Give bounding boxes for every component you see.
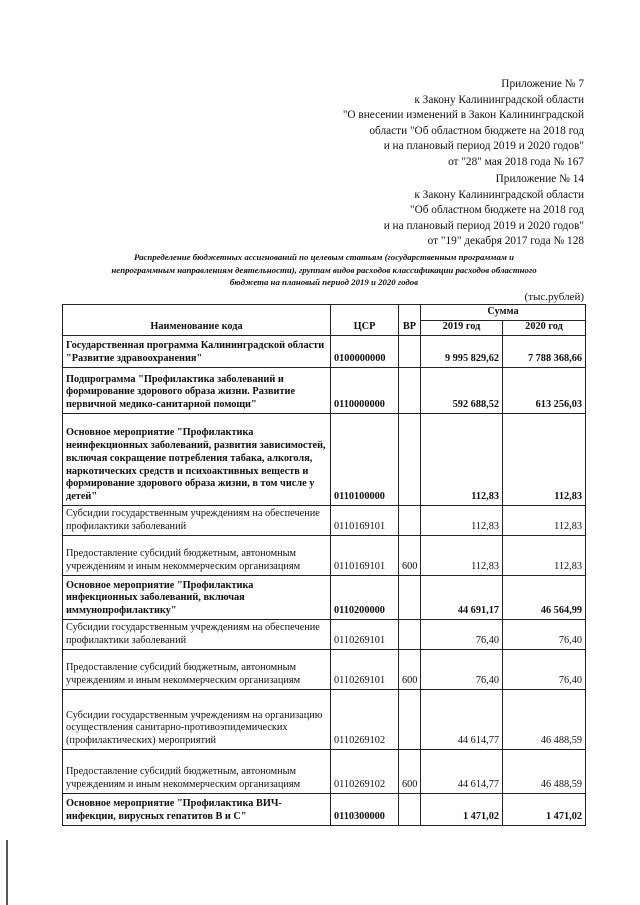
row-vr: 600 xyxy=(399,749,421,793)
table-row xyxy=(63,505,586,535)
row-csr: 0110269101 xyxy=(331,649,399,689)
table-row xyxy=(63,619,586,649)
row-2019: 592 688,52 xyxy=(421,367,503,413)
appendix-14-title: Приложение № 14 xyxy=(495,173,584,185)
row-name: Основное мероприятие "Профилактика инфекционных заболеваний, включая иммунопрофилактику" xyxy=(63,575,331,619)
row-vr xyxy=(399,793,421,825)
table-row xyxy=(63,367,586,413)
row-vr: 600 xyxy=(399,535,421,575)
table-row xyxy=(63,689,586,749)
row-2019: 44 614,77 xyxy=(421,749,503,793)
row-vr xyxy=(399,413,421,505)
row-2020: 46 488,59 xyxy=(503,749,586,793)
row-2019: 112,83 xyxy=(421,413,503,505)
row-2020: 613 256,03 xyxy=(503,367,586,413)
appendix-7-law-name-1: "О внесении изменений в Закон Калининградской xyxy=(342,109,584,121)
row-vr xyxy=(399,505,421,535)
row-csr: 0110300000 xyxy=(331,793,399,825)
row-vr xyxy=(399,619,421,649)
row-vr xyxy=(399,335,421,367)
row-vr xyxy=(399,689,421,749)
row-csr: 0110269102 xyxy=(331,689,399,749)
appendix-14-header xyxy=(384,172,584,250)
row-2020: 112,83 xyxy=(503,535,586,575)
row-csr: 0110000000 xyxy=(331,367,399,413)
row-name: Предоставление субсидий бюджетным, автономным учреждениям и иным некоммерческим организациям xyxy=(63,535,331,575)
table-row xyxy=(63,793,586,825)
header-vr: ВР xyxy=(399,305,421,336)
row-2020: 76,40 xyxy=(503,649,586,689)
header-name: Наименование кода xyxy=(63,305,331,336)
row-name: Основное мероприятие "Профилактика ВИЧ-инфекции, вирусных гепатитов В и С" xyxy=(63,793,331,825)
row-name: Основное мероприятие "Профилактика неинфекционных заболеваний, развития зависимостей, включая сокращение потребления табака, алкоголя, наркотических средств и психоактивных веществ и формирование здорового образа жизни, в том числе у детей" xyxy=(63,413,331,505)
row-2020: 112,83 xyxy=(503,413,586,505)
row-name: Государственная программа Калининградской области "Развитие здравоохранения" xyxy=(63,335,331,367)
document-title xyxy=(62,251,586,289)
row-name: Субсидии государственным учреждениям на организацию осуществления санитарно-противоэпидемических (профилактических) мероприятий xyxy=(63,689,331,749)
row-csr: 0110269102 xyxy=(331,749,399,793)
row-2020: 76,40 xyxy=(503,619,586,649)
appendix-7-header xyxy=(343,77,584,170)
row-vr xyxy=(399,575,421,619)
row-2020: 46 488,59 xyxy=(503,689,586,749)
appendix-14-law-name-2: и на плановый период 2019 и 2020 годов" xyxy=(383,219,584,232)
appendix-7-law-name-3: и на плановый период 2019 и 2020 годов" xyxy=(383,140,584,152)
table-row xyxy=(63,749,586,793)
appendix-14-law: к Закону Калининградской области xyxy=(414,188,584,201)
row-2020: 7 788 368,66 xyxy=(503,335,586,367)
header-sum: Сумма xyxy=(421,305,586,321)
row-csr: 0110200000 xyxy=(331,575,399,619)
table-row xyxy=(63,649,586,689)
header-csr: ЦСР xyxy=(331,305,399,336)
scan-margin-mark xyxy=(6,840,8,905)
table-row xyxy=(63,575,586,619)
row-csr: 0110169101 xyxy=(331,505,399,535)
row-name: Предоставление субсидий бюджетным, автономным учреждениям и иным некоммерческим организациям xyxy=(63,649,331,689)
row-2020: 1 471,02 xyxy=(503,793,586,825)
header-2019: 2019 год xyxy=(421,321,503,336)
row-csr: 0110100000 xyxy=(331,413,399,505)
document-title-line-2: непрограммным направлениям деятельности), группам видов расходов классификации расходов областного xyxy=(111,264,537,275)
row-vr: 600 xyxy=(399,649,421,689)
row-2020: 46 564,99 xyxy=(503,575,586,619)
appendix-7-law: к Закону Калининградской области xyxy=(414,93,584,106)
row-2019: 1 471,02 xyxy=(421,793,503,825)
appendix-14-date: от "19" декабря 2017 года № 128 xyxy=(427,235,584,247)
appendix-7-law-name-2: области "Об областном бюджете на 2018 год xyxy=(369,124,584,137)
row-csr: 0110269101 xyxy=(331,619,399,649)
row-csr: 0110169101 xyxy=(331,535,399,575)
table-row xyxy=(63,413,586,505)
row-name: Подпрограмма "Профилактика заболеваний и формирование здорового образа жизни. Развитие первичной медико-санитарной помощи" xyxy=(63,367,331,413)
row-name: Субсидии государственным учреждениям на обеспечение профилактики заболеваний xyxy=(63,505,331,535)
document-title-line-1: Распределение бюджетных ассигнований по целевым статьям (государственным программам и xyxy=(134,252,514,262)
row-name: Предоставление субсидий бюджетным, автономным учреждениям и иным некоммерческим организациям xyxy=(63,749,331,793)
header-2020: 2020 год xyxy=(503,321,586,336)
row-2019: 112,83 xyxy=(421,505,503,535)
row-2019: 112,83 xyxy=(421,535,503,575)
row-2019: 44 691,17 xyxy=(421,575,503,619)
appendix-7-title: Приложение № 7 xyxy=(501,78,584,90)
units-label: (тыс.рублей) xyxy=(524,291,584,303)
row-2019: 9 995 829,62 xyxy=(421,335,503,367)
budget-table xyxy=(62,304,586,826)
table-row xyxy=(63,335,586,367)
row-name: Субсидии государственным учреждениям на обеспечение профилактики заболеваний xyxy=(63,619,331,649)
row-2019: 76,40 xyxy=(421,619,503,649)
row-csr: 0100000000 xyxy=(331,335,399,367)
row-vr xyxy=(399,367,421,413)
appendix-14-law-name-1: "Об областном бюджете на 2018 год xyxy=(409,204,584,216)
row-2019: 76,40 xyxy=(421,649,503,689)
row-2020: 112,83 xyxy=(503,505,586,535)
table-row xyxy=(63,535,586,575)
appendix-7-date: от "28" мая 2018 года № 167 xyxy=(448,155,584,168)
row-2019: 44 614,77 xyxy=(421,689,503,749)
document-title-line-3: бюджета на плановый период 2019 и 2020 годов xyxy=(229,277,419,287)
